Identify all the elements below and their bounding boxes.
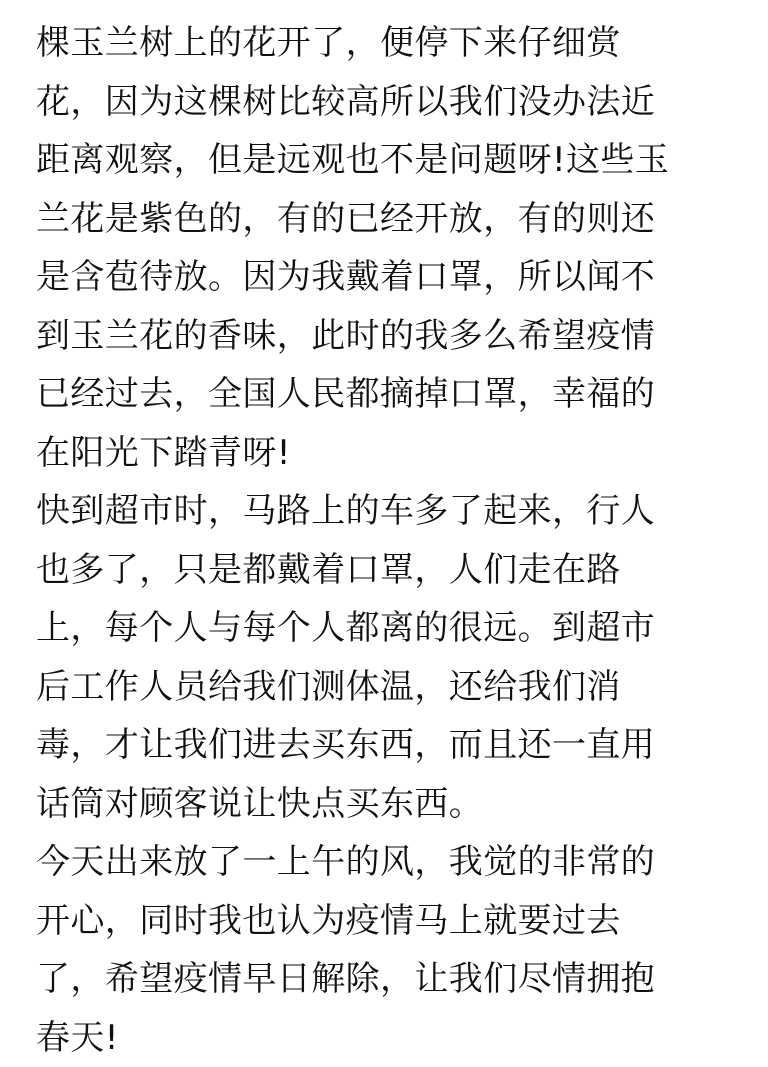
text-line-10: 也多了，只是都戴着口罩，人们走在路 [36, 541, 736, 600]
text-line-12: 后工作人员给我们测体温，还给我们消 [36, 658, 736, 717]
text-line-14: 话筒对顾客说让快点买东西。 [36, 775, 736, 834]
document-body [36, 14, 736, 1067]
text-line-16: 开心，同时我也认为疫情马上就要过去 [36, 892, 736, 951]
text-line-18: 春天! [36, 1009, 736, 1067]
text-line-6: 到玉兰花的香味，此时的我多么希望疫情 [36, 307, 736, 366]
text-line-8: 在阳光下踏青呀! [36, 424, 736, 483]
text-line-9: 快到超市时，马路上的车多了起来，行人 [36, 482, 736, 541]
text-line-2: 花，因为这棵树比较高所以我们没办法近 [36, 73, 736, 132]
text-line-17: 了，希望疫情早日解除，让我们尽情拥抱 [36, 950, 736, 1009]
text-line-5: 是含苞待放。因为我戴着口罩，所以闻不 [36, 248, 736, 307]
text-line-15: 今天出来放了一上午的风，我觉的非常的 [36, 833, 736, 892]
text-line-1: 棵玉兰树上的花开了，便停下来仔细赏 [36, 14, 736, 73]
text-line-13: 毒，才让我们进去买东西，而且还一直用 [36, 716, 736, 775]
text-line-7: 已经过去，全国人民都摘掉口罩，幸福的 [36, 365, 736, 424]
text-line-4: 兰花是紫色的，有的已经开放，有的则还 [36, 190, 736, 249]
text-line-11: 上，每个人与每个人都离的很远。到超市 [36, 599, 736, 658]
text-line-3: 距离观察，但是远观也不是问题呀!这些玉 [36, 131, 736, 190]
